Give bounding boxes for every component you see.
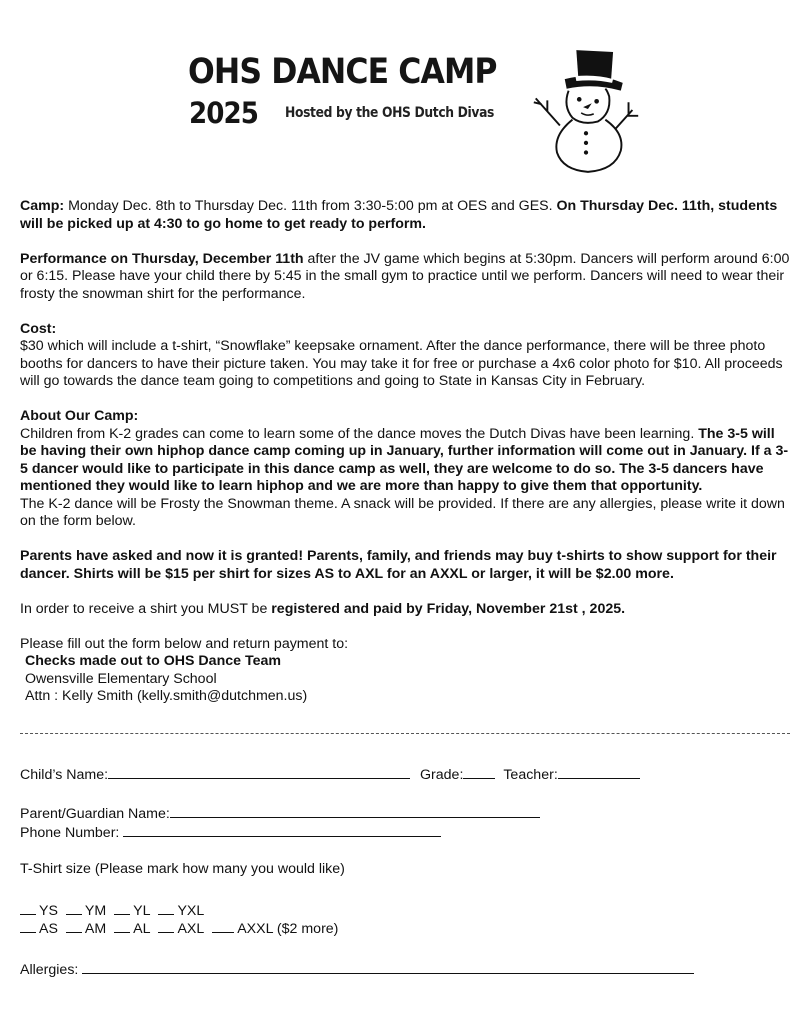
size-yl-field[interactable] — [114, 901, 130, 915]
snowman-icon — [528, 42, 644, 178]
allergies-row — [20, 960, 694, 979]
flyer-header — [0, 0, 811, 180]
grade-field[interactable] — [463, 765, 495, 779]
phone-row — [20, 823, 441, 842]
size-ys-label: YS — [39, 903, 58, 919]
size-am-field[interactable] — [66, 919, 82, 933]
size-ys-field[interactable] — [20, 901, 36, 915]
allergies-field[interactable] — [82, 960, 694, 974]
camp-pickup-note: On Thursday Dec. 11th, students will be picked up at 4:30 to go home to get ready to perform. — [20, 198, 778, 232]
adult-sizes-row — [20, 919, 342, 938]
size-axl-field[interactable] — [158, 919, 174, 933]
youth-sizes-row — [20, 901, 208, 920]
cut-line-divider — [20, 733, 790, 734]
performance-date: Performance on Thursday, December 11th — [20, 250, 304, 267]
teacher-label: Teacher: — [503, 767, 558, 783]
grade-label: Grade: — [420, 767, 464, 783]
performance-paragraph — [20, 251, 795, 304]
size-axl-label: AXL — [177, 921, 205, 937]
size-yxl-label: YXL — [177, 903, 205, 919]
about-paragraph — [20, 426, 795, 496]
child-row — [20, 765, 640, 784]
shirts-text: Parents have asked and now it is granted! Parents, family, and friends may buy t-shirts to show support for their dancer. Shirts will be $15 per shirt for sizes AS to AXL for an AXXL or larger, it will be $2.00 more. — [20, 548, 777, 582]
about-hiphop-note: The 3-5 will be having their own hiphop dance camp coming up in January, further information will come out in January. If a 3-5 dancer would like to participate in this dance camp as well, they are welcome to do so. The 3-5 dancers have mentioned they would like to learn hiphop and we are more than happy to give them that opportunity. — [20, 425, 789, 494]
size-al-label: AL — [133, 921, 151, 937]
about-heading — [20, 408, 795, 426]
flyer-year: 2025 — [189, 96, 259, 130]
camp-label: Camp: — [20, 198, 65, 214]
size-am-label: AM — [84, 921, 107, 937]
cost-text: $30 which will include a t-shirt, “Snowflake” keepsake ornament. After the dance performance, there will be three photo booths for dancers to have their picture taken. You may take it for free or purchase a 4x6 color photo for $10. All proceeds will go towards the dance team going to competitions and going to State in Kansas City in February. — [20, 338, 783, 389]
size-ym-label: YM — [84, 903, 107, 919]
tshirt-label: T-Shirt size (Please mark how many you would like) — [20, 861, 345, 877]
size-yl-label: YL — [133, 903, 151, 919]
hosted-by: Hosted by the OHS Dutch Divas — [285, 105, 495, 121]
camp-text: Monday Dec. 8th to Thursday Dec. 11th from 3:30-5:00 pm at OES and GES. — [64, 198, 557, 214]
camp-paragraph — [20, 198, 795, 233]
child-name-field[interactable] — [108, 765, 410, 779]
payment-intro: Please fill out the form below and return payment to: — [20, 635, 349, 652]
payment-checks — [20, 653, 795, 671]
deadline-paragraph — [20, 601, 795, 619]
cost-label: Cost: — [20, 320, 57, 337]
flyer-title: OHS DANCE CAMP — [188, 52, 497, 92]
parent-row — [20, 804, 540, 823]
payment-attn: Attn : Kelly Smith (kelly.smith@dutchmen.us) — [25, 688, 308, 704]
size-al-field[interactable] — [114, 919, 130, 933]
size-as-field[interactable] — [20, 919, 36, 933]
teacher-field[interactable] — [558, 765, 640, 779]
size-yxl-field[interactable] — [158, 901, 174, 915]
size-axxl-field[interactable] — [212, 919, 234, 933]
shirts-paragraph — [20, 548, 795, 583]
phone-label: Phone Number: — [20, 825, 120, 841]
phone-field[interactable] — [123, 823, 441, 837]
cost-heading — [20, 321, 795, 339]
about-text: Children from K-2 grades can come to learn some of the dance moves the Dutch Divas have been learning. — [20, 425, 699, 442]
payment-school: Owensville Elementary School — [25, 670, 217, 687]
child-name-label: Child’s Name: — [20, 767, 109, 783]
about-snack-text: The K-2 dance will be Frosty the Snowman theme. A snack will be provided. If there are any allergies, please write it down on the form below. — [20, 495, 785, 529]
about-label: About Our Camp: — [20, 408, 139, 424]
parent-name-field[interactable] — [170, 804, 540, 818]
performance-text: after the JV game which begins at 5:30pm. Dancers will perform around 6:00 or 6:15. Please have your child there by 5:45 in the small gym to practice until we perform. Dancers will need to wear their frosty the snowman shirt for the performance. — [20, 250, 790, 302]
size-axxl-label: AXXL ($2 more) — [237, 921, 339, 937]
deadline-date: registered and paid by Friday, November 21st , 2025. — [271, 600, 626, 617]
allergies-label: Allergies: — [20, 962, 79, 978]
size-as-label: AS — [39, 921, 58, 937]
deadline-text: In order to receive a shirt you MUST be — [20, 600, 272, 617]
parent-name-label: Parent/Guardian Name: — [20, 806, 170, 822]
flyer-body — [20, 198, 795, 706]
size-ym-field[interactable] — [66, 901, 82, 915]
checks-payee: Checks made out to OHS Dance Team — [25, 653, 281, 669]
